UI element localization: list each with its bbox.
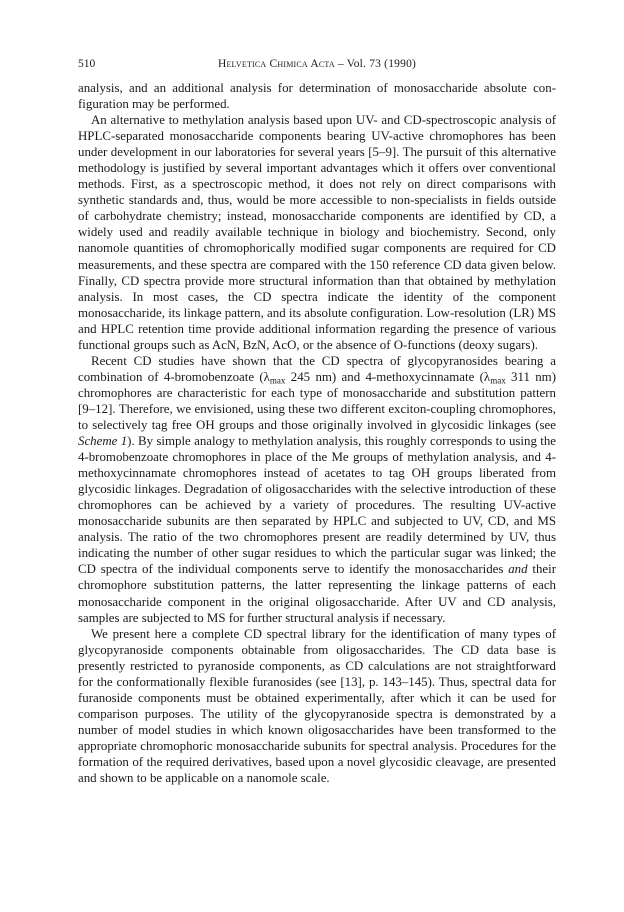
page-number: 510 xyxy=(78,58,96,70)
journal-name: Helvetica Chimica Acta xyxy=(217,58,335,70)
paragraph-2: An alternative to methylation analysis based upon UV- and CD-spectroscopic analysis of HPLC-separated monosaccharide components bearing UV-active chromophores has been under development in our laboratories for several years [5–9]. The pursuit of this alternative methodology is justified by several important advantages which it offers over conventional methods. First, as a spectroscopic method, it does not rely on direct comparisons with synthetic standards and, thus, would be more accessible to non-specialists in fields outside of carbohydrate chemistry; instead, monosaccharide components are identified by CD, a widely used and readily available technique in biology and biochemistry. Second, only nanomole quantities of chromophorically modified sugar components are required for CD measurements, and these spectra are compared with the 150 reference CD data given below. Finally, CD spectra provide more structural information than that obtained by methylation analysis. In most cases, the CD spectra indicate the identity of the component monosaccharide, its linkage pattern, and its absolute configuration. Low-resolution (LR) MS and HPLC retention time provide additional information regarding the presence of various functional groups such as AcN, BzN, AcO, or the absence of O-functions (deoxy sugars). xyxy=(78,113,556,352)
paragraph-3-text-e: their chromophore substitution patterns, the latter representing the linkage patterns of each monosaccharide component in the original oligosaccharide. After UV and CD analysis, samples are subjected to MS for further structural analysis if necessary. xyxy=(78,562,556,625)
running-head xyxy=(78,56,556,72)
paragraph-4: We present here a complete CD spectral library for the identification of many types of glycopyranoside components obtainable from oligosaccharides. The CD data base is presently restricted to pyranoside components, as CD calculations are not straightforward for the conformationally flexible furanosides (see [13], p. 143–145). Thus, spectral data for furanoside components must be obtained experimentally, after which it can be used for comparison purposes. The utility of the glycopyranoside spectra is demonstrated by a number of model studies in which known oligosaccharides have been transformed to the appropriate chromophoric monosaccharide subunits for spectral analysis. Procedures for the formation of the required derivatives, based upon a novel glycosidic cleavage, are presented and shown to be applicable on a nanomole scale. xyxy=(78,626,556,786)
paragraph-3-text-c: 311 nm) chromophores are characteristic for each type of monosaccharide and substitution pattern [9–12]. Therefore, we envisioned, using these two different exciton-coupling chromophores, to selectively tag free OH groups and those originally involved in glycosidic linkages (see xyxy=(78,369,557,432)
lambda-max-subscript: max xyxy=(490,375,506,386)
paragraph-3-text-d: ). By simple analogy to methylation analysis, this roughly corresponds to using the 4-bromobenzoate chromophores in place of the Me groups of methylation analysis, and 4-methoxycinnamate chromophores instead of acetates to tag OH groups liberated from glycosidic linkages. Degradation of oligosaccharides with the selective introduction of these chromophores can be achieved by a variety of procedures. The resulting UV-active monosaccharide subunits are then separated by HPLC and subjected to UV, CD, and MS analysis. The ratio of the two chromophores present are readily determined by UV, thus indicating the number of other sugar residues to which the particular sugar was linked; the CD spectra of the individual components serve to identify the monosaccharides xyxy=(78,434,556,577)
scheme-reference: Scheme 1 xyxy=(78,434,128,449)
paragraph-1: analysis, and an additional analysis for determination of monosaccharide absolute configuration may be performed. xyxy=(78,81,556,112)
paragraph-3-text-a: Recent CD studies have shown that the CD spectra of glycopyranosides bearing a combination of 4-bromobenzoate (λ xyxy=(78,353,556,384)
emphasis-and: and xyxy=(508,562,528,577)
journal-volume: – Vol. 73 (1990) xyxy=(337,58,417,70)
article-body xyxy=(78,80,556,786)
paragraph-3 xyxy=(78,353,556,626)
paragraph-3-text-b: 245 nm) and 4-methoxycinnamate (λ xyxy=(285,369,491,384)
page-header xyxy=(78,56,556,72)
lambda-max-subscript: max xyxy=(269,375,286,386)
